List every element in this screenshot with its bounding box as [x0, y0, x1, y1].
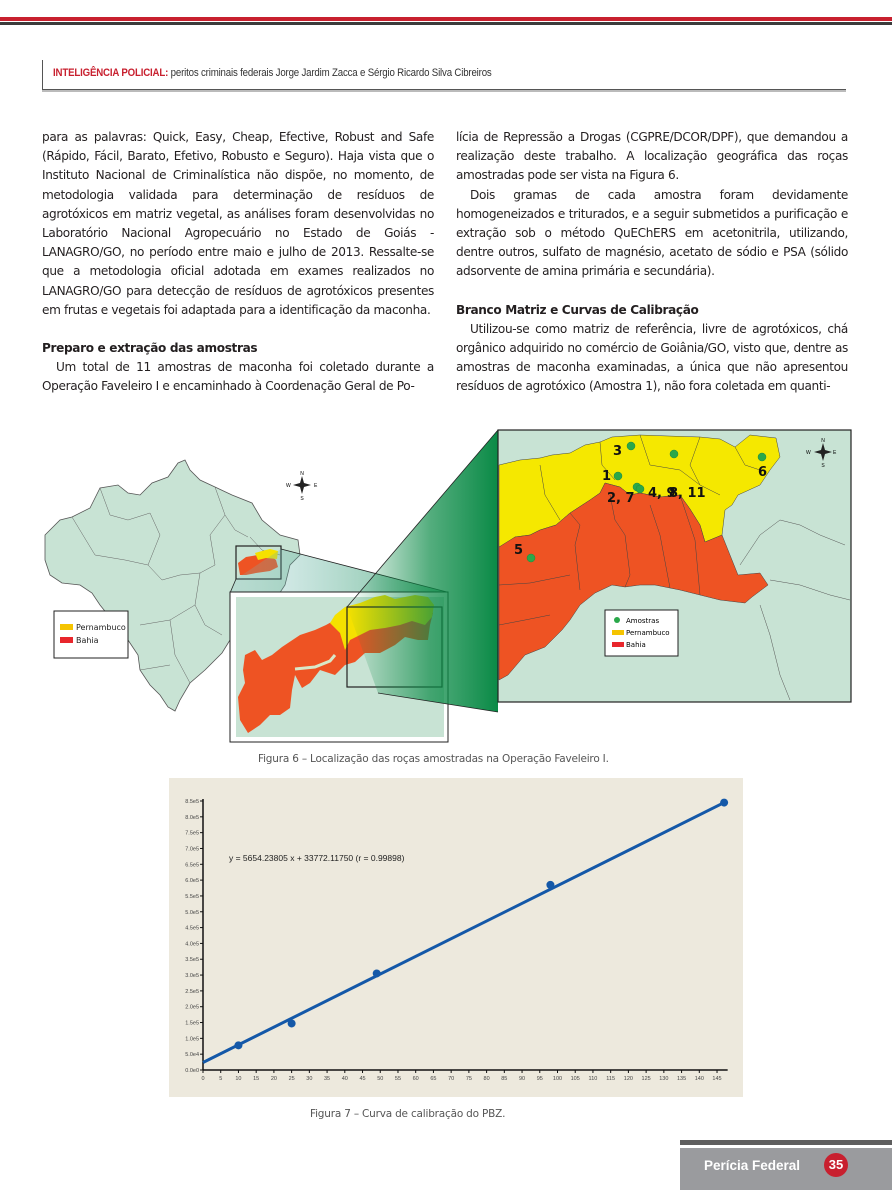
svg-text:110: 110: [588, 1076, 598, 1082]
svg-text:1.0e5: 1.0e5: [185, 1036, 199, 1043]
svg-text:5.0e5: 5.0e5: [185, 909, 199, 916]
svg-text:140: 140: [694, 1076, 704, 1082]
svg-text:Bahia: Bahia: [76, 636, 99, 645]
svg-text:10: 10: [235, 1076, 242, 1082]
svg-text:2, 7: 2, 7: [607, 491, 635, 506]
authors: peritos criminais federais Jorge Jardim Zacca e Sérgio Ricardo Silva Cibreiros: [168, 67, 492, 79]
svg-text:4.0e5: 4.0e5: [185, 941, 199, 948]
detail-map: [498, 430, 851, 702]
paragraph: Utilizou-se como matriz de referência, livre de agrotóxicos, chá orgânico adquirido no comércio de Goiânia/GO, visto que, dentre as amostras de maconha examinadas, a única que não apresentou resíduos de agrotóxico (Amostra 1), não fora coletada em quanti-: [456, 321, 848, 394]
top-rule: [0, 17, 892, 27]
paragraph: lícia de Repressão a Drogas (CGPRE/DCOR/DPF), que demandou a realização deste trabalho. A localização geográfica das roças amostradas pode ser vista na Figura 6.: [456, 130, 848, 183]
page-number: 35: [824, 1153, 848, 1177]
figure-7-caption: Figura 7 – Curva de calibração do PBZ.: [310, 1108, 506, 1120]
svg-text:5: 5: [514, 543, 524, 558]
svg-text:W: W: [806, 450, 811, 456]
svg-text:0.0e0: 0.0e0: [185, 1068, 199, 1074]
svg-text:N: N: [821, 438, 825, 444]
svg-text:65: 65: [430, 1076, 437, 1082]
svg-text:Pernambuco: Pernambuco: [76, 623, 126, 632]
footer-box: [680, 1148, 892, 1190]
svg-text:0: 0: [201, 1076, 205, 1082]
svg-text:7.0e5: 7.0e5: [185, 846, 199, 853]
running-header: [42, 60, 846, 90]
svg-text:120: 120: [623, 1076, 633, 1082]
svg-text:N: N: [300, 471, 304, 477]
paragraph: Um total de 11 amostras de maconha foi coletado durante a Operação Faveleiro I e encaminhado à Coordenação Geral de Po-: [42, 360, 434, 394]
svg-text:S: S: [821, 463, 825, 469]
svg-text:60: 60: [412, 1076, 419, 1082]
svg-text:25: 25: [288, 1076, 295, 1082]
section-title: INTELIGÊNCIA POLICIAL:: [53, 67, 169, 79]
right-column: [456, 128, 848, 397]
svg-text:6: 6: [758, 465, 768, 480]
svg-text:80: 80: [483, 1076, 490, 1082]
figure-6-map: [0, 425, 892, 745]
svg-text:100: 100: [552, 1076, 563, 1082]
svg-text:2.5e5: 2.5e5: [185, 988, 199, 995]
section-heading: Branco Matriz e Curvas de Calibração: [456, 302, 699, 317]
svg-text:Amostras: Amostras: [626, 617, 660, 625]
svg-text:Pernambuco: Pernambuco: [626, 629, 670, 637]
svg-text:105: 105: [570, 1076, 580, 1082]
chart-series: [203, 799, 728, 1063]
legend-large: [605, 610, 678, 656]
svg-text:6.0e5: 6.0e5: [185, 878, 199, 885]
svg-text:1: 1: [602, 469, 612, 484]
svg-text:35: 35: [324, 1076, 331, 1082]
svg-text:E: E: [314, 483, 318, 489]
paragraph: Dois gramas de cada amostra foram devidamente homogeneizados e triturados, e a seguir submetidos a purificação e extração sob o método QuEChERS em acetonitrila, utilizando, dentre outros, sulfato de magnésio, acetato de sódio e PSA (sólido adsorvente de amina primária e secundária).: [456, 187, 848, 279]
svg-text:55: 55: [394, 1076, 402, 1082]
svg-text:8, 11: 8, 11: [669, 486, 706, 501]
section-heading: Preparo e extração das amostras: [42, 341, 258, 356]
svg-text:15: 15: [253, 1076, 260, 1082]
svg-text:8.0e5: 8.0e5: [185, 814, 199, 821]
calibration-plot: [169, 778, 743, 1097]
svg-text:135: 135: [676, 1076, 687, 1082]
top-rule-gray: [0, 22, 892, 25]
regression-equation: y = 5654.23805 x + 33772.11750 (r = 0.99898): [229, 853, 405, 863]
figure-6-caption: Figura 6 – Localização das roças amostradas na Operação Faveleiro I.: [258, 753, 609, 765]
svg-text:3.0e5: 3.0e5: [185, 973, 199, 980]
figure-7-chart: [169, 778, 743, 1097]
svg-text:30: 30: [306, 1076, 313, 1082]
svg-text:3.5e5: 3.5e5: [185, 957, 199, 964]
svg-text:75: 75: [465, 1076, 472, 1082]
svg-text:4.5e5: 4.5e5: [185, 925, 199, 932]
svg-text:145: 145: [712, 1076, 722, 1082]
footer-rule: [680, 1140, 892, 1145]
svg-text:8.5e5: 8.5e5: [185, 799, 199, 805]
map-graphic: [0, 425, 892, 745]
svg-text:W: W: [286, 483, 291, 489]
svg-text:E: E: [833, 450, 837, 456]
svg-text:Bahia: Bahia: [626, 641, 646, 649]
svg-text:130: 130: [659, 1076, 669, 1082]
svg-text:6.5e5: 6.5e5: [185, 862, 199, 869]
svg-text:2.0e5: 2.0e5: [185, 1004, 199, 1011]
magazine-name: Perícia Federal: [704, 1158, 801, 1173]
svg-text:50: 50: [377, 1076, 384, 1082]
svg-text:115: 115: [606, 1076, 616, 1082]
left-column: [42, 128, 434, 397]
svg-text:85: 85: [501, 1076, 508, 1082]
svg-text:5.5e5: 5.5e5: [185, 893, 199, 900]
top-rule-red: [0, 17, 892, 21]
legend-small: [54, 611, 128, 658]
svg-text:45: 45: [359, 1076, 366, 1082]
svg-text:4, 9: 4, 9: [648, 486, 676, 501]
svg-text:7.5e5: 7.5e5: [185, 830, 199, 837]
svg-text:S: S: [300, 496, 304, 502]
svg-text:3: 3: [613, 444, 623, 459]
svg-text:5: 5: [219, 1076, 223, 1082]
svg-text:95: 95: [536, 1076, 543, 1082]
svg-text:1.5e5: 1.5e5: [185, 1020, 199, 1027]
page-footer: [680, 1140, 892, 1190]
svg-text:20: 20: [270, 1076, 277, 1082]
svg-text:70: 70: [448, 1076, 455, 1082]
svg-text:125: 125: [641, 1076, 651, 1082]
paragraph: para as palavras: Quick, Easy, Cheap, Efective, Robust and Safe (Rápido, Fácil, Barato, Efetivo, Robusto e Seguro). Haja vista que o Instituto Nacional de Criminalística não dispõe, no momento, de metodologia validada para determinação de resíduos de agrotóxicos em matriz vegetal, as análises foram desenvolvidas no Laboratório Nacional Agropecuário no Estado de Goiás - LANAGRO/GO, no período entre maio e julho de 2013. Ressalte-se que a metodologia oficial adotada em exames realizados no LANAGRO/GO para detecção de resíduos de agrotóxicos presentes em frutas e vegetais foi adaptada para a identificação da maconha.: [42, 130, 434, 317]
svg-text:40: 40: [341, 1076, 348, 1082]
running-header-text: [53, 67, 492, 79]
svg-text:5.0e4: 5.0e4: [185, 1052, 199, 1059]
compass-icon-small: [286, 471, 318, 502]
svg-text:90: 90: [518, 1076, 526, 1082]
